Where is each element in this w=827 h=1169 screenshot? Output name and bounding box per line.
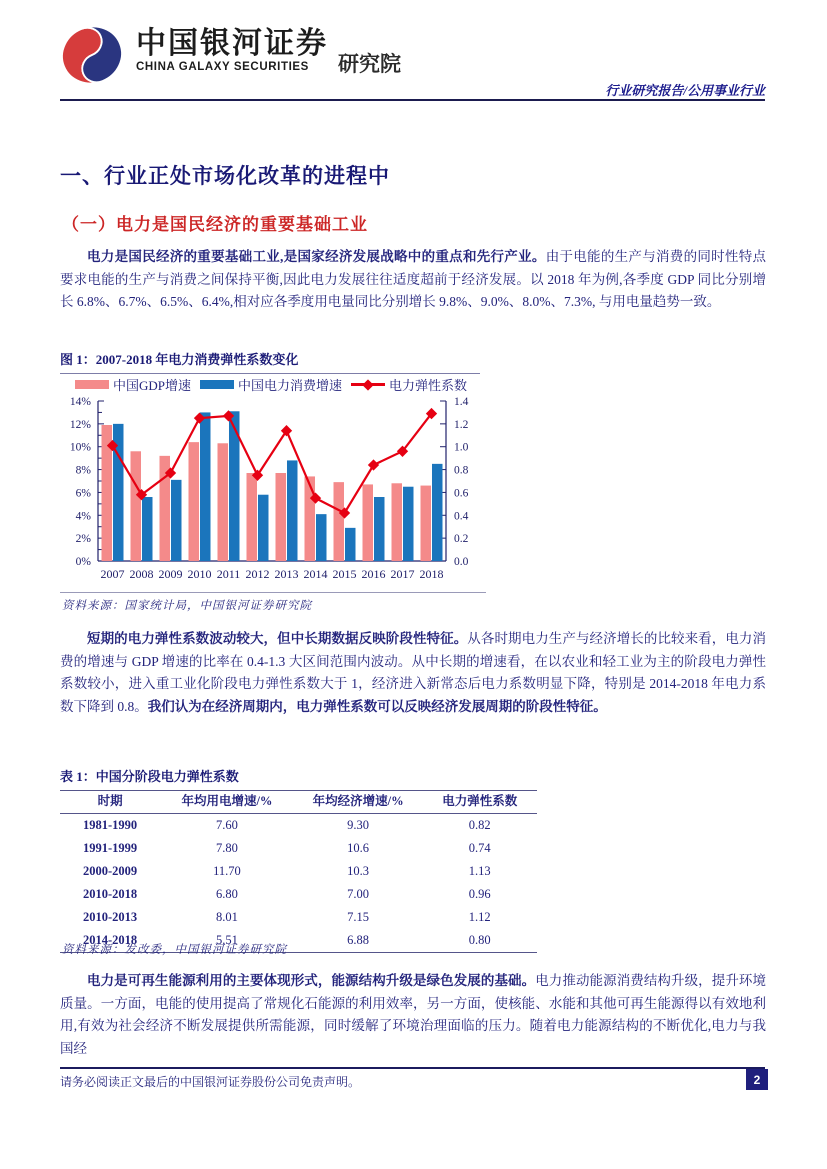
cell-elasticity: 0.82 <box>468 818 491 832</box>
cell-period: 1991-1999 <box>82 841 138 855</box>
footer-rule <box>60 1067 765 1069</box>
paragraph-1-bold: 电力是国民经济的重要基础工业,是国家经济发展战略中的重点和先行产业。 <box>87 249 546 264</box>
cell-elasticity: 0.74 <box>468 841 491 855</box>
brand-text-block <box>136 22 328 73</box>
paragraph-1 <box>60 246 766 314</box>
galaxy-swirl-logo-icon <box>56 22 128 88</box>
legend-label-power: 中国电力消费增速 <box>237 378 342 393</box>
svg-text:2009: 2009 <box>158 567 183 581</box>
svg-text:2014: 2014 <box>303 567 328 581</box>
table-row <box>60 860 537 883</box>
figure1-chart <box>56 391 486 593</box>
svg-text:0.2: 0.2 <box>454 533 469 546</box>
svg-text:0.0: 0.0 <box>454 556 469 568</box>
cell-gdp-growth: 7.00 <box>347 887 370 901</box>
cell-power-growth: 5.51 <box>160 929 294 953</box>
elasticity-line-swatch-icon <box>351 383 385 386</box>
figure1-chart-svg <box>56 391 486 593</box>
cell-power-growth: 11.70 <box>213 864 241 878</box>
svg-text:10%: 10% <box>69 441 91 454</box>
gdp-bar-swatch-icon <box>75 380 109 389</box>
section-title: 一、行业正处市场化改革的进程中 <box>60 164 390 188</box>
table1-source: 资料来源：发改委，中国银河证券研究院 <box>62 944 287 956</box>
paragraph-3-rest: 电力推动能源消费结构升级，提升环境质量。一方面，电能的使用提高了常规化石能源的利用效率，另一方面，使核能、水能和其他可再生能源得以有效地利用,有效为社会经济不断发展提供所需能源，同时缓解了环境治理面临的压力。随着电力能源结构的不断优化,电力与我国经 <box>60 973 767 1056</box>
table1-header-row <box>60 787 537 814</box>
cell-gdp-growth: 9.30 <box>347 818 370 832</box>
paragraph-1-rest: 由于电能的生产与消费的同时性特点 要求电能的生产与消费之间保持平衡,因此电力发展往往适度超前于经济发展。以 2018 年为例,各季度 GDP 同比分别增长 6.8%、6.7%、6.5%、6.4%,相对应各季度用电量同比分别增长 9.8%、9.0%、8.0%、7.3%, 与用电量趋势一致。 <box>60 249 767 309</box>
report-type-label: 行业研究报告/公用事业行业 <box>605 83 765 98</box>
svg-text:2010: 2010 <box>187 567 212 581</box>
cell-gdp-growth: 7.15 <box>347 910 370 924</box>
brand-name-cn: 中国银河证券 <box>136 27 328 60</box>
svg-text:1.4: 1.4 <box>454 396 469 408</box>
cell-period: 2000-2009 <box>82 864 138 878</box>
paragraph-2 <box>60 628 766 718</box>
section-subtitle: （一）电力是国民经济的重要基础工业 <box>62 215 368 234</box>
header-rule <box>60 99 765 101</box>
svg-text:2012: 2012 <box>245 567 270 581</box>
svg-text:0%: 0% <box>75 556 91 568</box>
figure1-source: 资料来源：国家统计局，中国银河证券研究院 <box>62 600 312 612</box>
table-row <box>60 814 537 838</box>
svg-text:0.8: 0.8 <box>454 464 469 477</box>
paragraph-2-bold1: 短期的电力弹性系数波动较大，但中长期数据反映阶段性特征。 <box>87 631 468 646</box>
page-number-badge: 2 <box>746 1069 768 1090</box>
svg-text:12%: 12% <box>69 418 91 431</box>
cell-period: 2010-2013 <box>82 910 138 924</box>
figure1-title: 图 1：2007-2018 年电力消费弹性系数变化 <box>60 349 480 374</box>
cell-gdp-growth: 10.6 <box>347 841 370 855</box>
power-bar-swatch-icon <box>200 380 234 389</box>
cell-gdp-growth: 10.3 <box>347 864 370 878</box>
cell-power-growth: 6.80 <box>215 887 238 901</box>
svg-text:2016: 2016 <box>361 567 386 581</box>
footer-disclaimer: 请务必阅读正文最后的中国银河证券股份公司免责声明。 <box>60 1075 361 1089</box>
svg-text:2%: 2% <box>75 533 91 546</box>
paragraph-3 <box>60 970 766 1060</box>
table1-title: 表 1：中国分阶段电力弹性系数 <box>60 766 537 791</box>
cell-elasticity: 1.12 <box>468 910 491 924</box>
paragraph-2-bold2: 我们认为在经济周期内，电力弹性系数可以反映经济发展周期的阶段性特征。 <box>147 698 607 714</box>
col-header-elasticity: 电力弹性系数 <box>422 787 537 814</box>
svg-text:2013: 2013 <box>274 567 299 581</box>
paragraph-2-normal: 从各时期电力生产与经济增长的比较来看，电力消费的增速与 GDP 增速的比率在 0.4-1.3 大区间范围内波动。从中长期的增速看，在以农业和轻工业为主的阶段电力弹性系数较小，进入重工业化阶段电力弹性系数大于 1，经济进入新常态后电力系数明显下降，特别是 2014-2018 年电力系数下降到 0.8。 <box>60 631 767 714</box>
svg-text:2008: 2008 <box>129 567 154 581</box>
figure1-bottom-rule <box>60 592 486 593</box>
svg-text:6%: 6% <box>75 487 91 500</box>
table-row <box>60 883 537 906</box>
paragraph-3-bold: 电力是可再生能源利用的主要体现形式，能源结构升级是绿色发展的基础。 <box>87 973 536 988</box>
cell-power-growth: 8.01 <box>215 910 238 924</box>
cell-period: 1981-1990 <box>82 818 138 832</box>
cell-period: 2010-2018 <box>82 887 138 901</box>
table-row <box>60 837 537 860</box>
cell-period: 2014-2018 <box>60 929 160 953</box>
cell-power-growth: 7.60 <box>215 818 238 832</box>
diamond-marker-icon <box>362 379 373 390</box>
cell-elasticity: 0.96 <box>468 887 491 901</box>
col-header-power-growth: 年均用电增速/% <box>160 787 294 814</box>
svg-text:1.0: 1.0 <box>454 441 469 454</box>
table1 <box>60 787 537 953</box>
svg-text:14%: 14% <box>69 396 91 408</box>
table-row <box>60 906 537 929</box>
cell-power-growth: 7.80 <box>215 841 238 855</box>
svg-text:2018: 2018 <box>419 567 444 581</box>
brand-suffix: 研究院 <box>338 53 401 76</box>
col-header-period: 时期 <box>60 787 160 814</box>
header-brand <box>56 22 401 88</box>
legend-label-gdp: 中国GDP增速 <box>112 378 191 393</box>
svg-text:4%: 4% <box>75 510 91 523</box>
svg-text:1.2: 1.2 <box>454 418 469 431</box>
cell-gdp-growth: 6.88 <box>294 929 423 953</box>
svg-text:0.4: 0.4 <box>454 510 469 523</box>
col-header-gdp-growth: 年均经济增速/% <box>294 787 423 814</box>
svg-text:0.6: 0.6 <box>454 487 469 500</box>
legend-label-elasticity: 电力弹性系数 <box>389 378 468 393</box>
brand-name-en: CHINA GALAXY SECURITIES <box>136 61 309 73</box>
cell-elasticity: 1.13 <box>468 864 491 878</box>
svg-text:2011: 2011 <box>216 567 241 581</box>
svg-text:8%: 8% <box>75 464 91 477</box>
svg-text:2007: 2007 <box>100 567 125 581</box>
svg-text:2017: 2017 <box>390 567 415 581</box>
cell-elasticity: 0.80 <box>422 929 537 953</box>
svg-text:2015: 2015 <box>332 567 357 581</box>
